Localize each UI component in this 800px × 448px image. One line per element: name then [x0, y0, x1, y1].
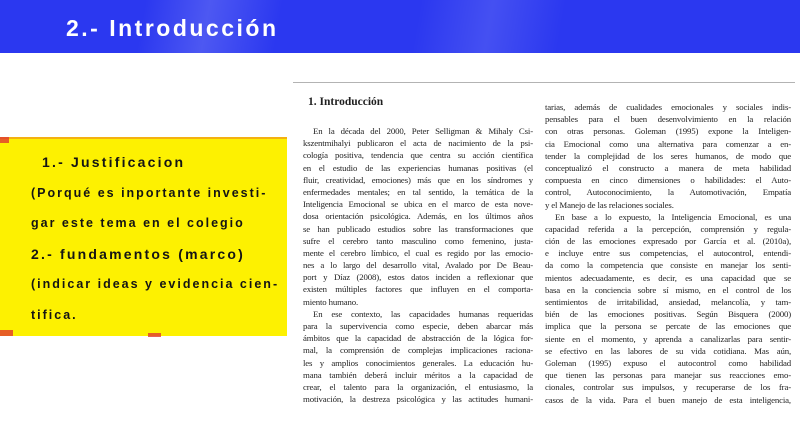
paper-text-line: existen múltiples factores que influyen en el comporta- [303, 284, 533, 295]
paper-text-line: kszentmihalyi publicaron el acta de nacimiento de la psi- [303, 138, 533, 149]
paper-text-line: Inteligencia Emocional se ubica en el marco de esta nove- [303, 199, 533, 210]
note-heading: 1.- Justificacion [42, 154, 186, 170]
paper-text-line: ámbitos que la capacidad de abstracción de la lógica for- [303, 333, 533, 344]
paper-text-line: fluir, creatividad, emociones) más que en los síndromes y [303, 174, 533, 185]
paper-text-line: implica que la persona se percate de las emociones que [545, 321, 791, 332]
paper-text-line: miento humano. [303, 296, 359, 307]
header-rule [293, 82, 795, 83]
note-text-line: (indicar ideas y evidencia cien- [31, 277, 280, 292]
paper-text-line: nes a lo largo del desarrollo vital, Avalado por De Beau- [303, 260, 533, 271]
red-pen-mark [0, 137, 9, 143]
header-banner [0, 0, 800, 53]
paper-text-line: sufre el cerebro tanto masculino como femenino, justa- [303, 235, 533, 246]
red-pen-mark [0, 330, 13, 336]
paper-text-line: se han publicado estudios sobre las transformaciones que [303, 223, 533, 234]
paper-text-line: crear, el talento para la organización, el entusiasmo, la [303, 381, 533, 392]
notes-box [0, 137, 287, 336]
paper-text-line: mal, la comprensión de complejas implicaciones raciona- [303, 345, 533, 356]
paper-text-line: pensables para el buen desenvolvimiento en la relación [545, 114, 791, 125]
paper-text-line: En base a lo expuesto, la Inteligencia Emocional, es una [555, 211, 791, 222]
paper-text-line: bién de las emociones positivas. Según Bisquera (2000) [545, 309, 791, 320]
paper-column-left [303, 125, 533, 405]
note-text-line: (Porqué es inportante investi- [31, 185, 268, 200]
note-text-line: gar este tema en el colegio [31, 216, 245, 231]
paper-text-line: motivación, la destreza psicológica y las actitudes humani- [303, 394, 533, 405]
paper-text-line: cionales, controlar sus impulsos, y recuperarse de los fra- [545, 382, 791, 393]
paper-text-line: compuesta en cinco dimensiones o habilidades: el Auto- [545, 175, 791, 186]
paper-text-line: con otras personas. Goleman (1995) expone la Inteligen- [545, 126, 791, 137]
paper-text-line: cología positiva, tendencia que centra su acción científica [303, 150, 533, 161]
paper-column-right [545, 101, 791, 406]
paper-text-line: enfermedades mentales; en tal sentido, la temática de la [303, 186, 533, 197]
paper-text-line: dosa orientación psicológica. Además, en los últimos años [303, 211, 533, 222]
paper-text-line: ción de las emociones expresado por García et al. (2010a), [545, 236, 791, 247]
paper-text-line: sentimientos de irritabilidad, ansiedad, melancolía, y tam- [545, 297, 791, 307]
paper-text-line: casos de la vida. Para el buen manejo de esta inteligencia, [545, 394, 791, 405]
paper-text-line: en el estudio de las experiencias humanas positivas (el [303, 162, 533, 173]
slide-title: 2.- Introducción [66, 15, 279, 41]
paper-text-line: mente el cerebro límbico, el cual es regido por las emocio- [303, 247, 533, 258]
paper-text-line: En ese contexto, las capacidades humanas requeridas [313, 308, 533, 319]
paper-text-line: les y amplios conocimientos generales. La educación hu- [303, 357, 533, 368]
paper-text-line: se efectivo en las labores de su vida cotidiana. Mas aún, [545, 345, 791, 356]
paper-text-line: y el Manejo de las relaciones sociales. [545, 199, 674, 210]
paper-text-line: tender la complejidad de los seres humanos, de modo que [545, 150, 791, 161]
paper-text-line: que tienen las personas para manejar sus reacciones emo- [545, 370, 791, 381]
paper-text-line: basa en la conciencia sobre sí mismo, en el control de los [545, 284, 791, 295]
paper-text-line: En la década del 2000, Peter Selligman & Mihaly Csi- [313, 126, 533, 136]
section-title: 1. Introducción [308, 96, 384, 108]
paper-text-line: Goleman (1995) expuso el autocontrol como habilidad [545, 357, 791, 368]
red-pen-mark [148, 333, 161, 337]
paper-text-line: control, Autoconocimiento, la Automotivación, Empatía [545, 187, 791, 198]
paper-text-line: tarias, además de cualidades emocionales y sociales indis- [545, 102, 791, 112]
paper-text-line: siente en el momento, y aprenda a canalizarlas para sentir- [545, 333, 791, 344]
paper-text-line: conceptualizó el constructo a manera de meta habilidad [545, 162, 791, 173]
paper-text-line: cia Emocional como una alternativa para comenzar a en- [545, 138, 791, 149]
paper-text-line: port y Díaz (2008), estos datos inciden a reflexionar que [303, 272, 533, 283]
paper-text-line: capacidad referida a la percepción, comprensión y regula- [545, 223, 791, 234]
paper-text-line: mientos adecuadamente, es decir, es una capacidad que se [545, 272, 791, 283]
note-text-line: tifica. [31, 307, 78, 322]
paper-text-line: mana también deberá incluir méritos a la capacidad de [303, 369, 533, 380]
note-heading: 2.- fundamentos (marco) [31, 245, 245, 262]
paper-text-line: para la supervivencia como especie, deben abarcar más [303, 321, 533, 331]
paper-text-line: e incluye entre sus competencias, el autocontrol, entendi- [545, 248, 791, 259]
paper-text-line: da como la competencia que consiste en manejar los senti- [545, 260, 791, 271]
